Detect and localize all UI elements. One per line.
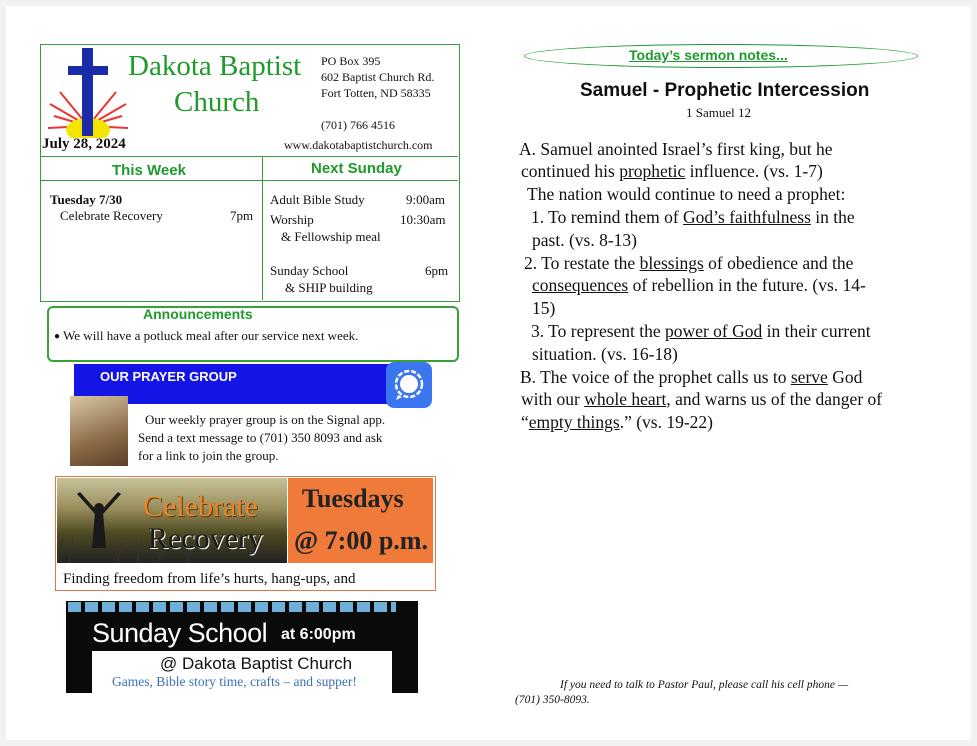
sermon-point-b-cont: with our whole heart, and warns us of the danger of [521, 389, 883, 409]
website-link[interactable]: www.dakotabaptistchurch.com [284, 138, 433, 152]
announcements-heading: Announcements [143, 306, 253, 322]
next-sunday-event: Worship [270, 212, 314, 227]
next-sunday-heading: Next Sunday [311, 160, 402, 177]
meeting-day: Tuesdays [302, 484, 404, 513]
sermon-notes-label: Today’s sermon notes... [629, 47, 788, 63]
sermon-point-a-cont: continued his prophetic influence. (vs. 1-7) [521, 161, 823, 181]
praying-hands-image [70, 396, 128, 466]
sermon-subpoint-intro: The nation would continue to need a prophet: [527, 184, 846, 204]
sermon-point-a: A. Samuel anointed Israel’s first king, but he [519, 139, 833, 159]
sermon-point-b: B. The voice of the prophet calls us to serve God [520, 367, 863, 387]
next-sunday-time: 10:30am [400, 212, 446, 227]
phone-number: (701) 766 4516 [321, 118, 395, 132]
divider [40, 180, 458, 181]
pastor-contact-line2: (701) 350-8093. [515, 694, 590, 706]
prayer-group-line1: Our weekly prayer group is on the Signal app. [145, 412, 386, 427]
announcement-item: ● We will have a potluck meal after our service next week. [54, 328, 359, 343]
sermon-subpoint-3-cont: situation. (vs. 16-18) [532, 344, 678, 364]
sermon-subpoint-2-cont: consequences of rebellion in the future. (vs. 14- [532, 275, 866, 295]
sermon-title: Samuel - Prophetic Intercession [580, 80, 870, 101]
pastor-contact-line1: If you need to talk to Pastor Paul, please call his cell phone — [560, 679, 849, 691]
sermon-point-b-cont2: “empty things.” (vs. 19-22) [521, 412, 713, 432]
bulletin-date: July 28, 2024 [42, 136, 126, 152]
next-sunday-time: 6pm [425, 263, 449, 278]
meeting-time: @ 7:00 p.m. [294, 526, 428, 555]
prayer-group-line2: Send a text message to (701) 350 8093 and ask [138, 430, 383, 445]
church-name-line2: Church [174, 86, 260, 118]
sunday-school-title: Sunday School [92, 618, 268, 648]
sunday-school-location: @ Dakota Baptist Church [160, 654, 353, 673]
next-sunday-event: Adult Bible Study [270, 192, 365, 207]
prayer-group-line3: for a link to join the group. [138, 448, 279, 463]
this-week-time: 7pm [230, 208, 254, 223]
church-name-line1: Dakota Baptist [128, 50, 302, 82]
sermon-reference: 1 Samuel 12 [686, 105, 751, 120]
decorative-border [68, 602, 396, 612]
sermon-subpoint-2: 2. To restate the blessings of obedience and the [524, 253, 854, 273]
address-line2: 602 Baptist Church Rd. [321, 70, 435, 84]
prayer-group-title: OUR PRAYER GROUP [100, 369, 237, 384]
recovery-word: Recovery [148, 522, 263, 555]
address-line3: Fort Totten, ND 58335 [321, 86, 431, 100]
cross-icon [46, 46, 130, 138]
signal-chat-icon [386, 362, 432, 408]
celebrate-recovery-caption: Finding freedom from life’s hurts, hang-ups, and [63, 571, 356, 587]
next-sunday-event: & SHIP building [285, 280, 373, 295]
this-week-heading: This Week [112, 162, 186, 179]
column-divider [262, 156, 263, 300]
sermon-subpoint-3: 3. To represent the power of God in their current [531, 321, 871, 341]
sermon-subpoint-1-cont: past. (vs. 8-13) [532, 230, 637, 250]
next-sunday-time: 9:00am [406, 192, 445, 207]
celebrate-word: Celebrate [143, 490, 258, 523]
sermon-subpoint-2-cont2: 15) [532, 298, 556, 318]
sunday-school-tagline: Games, Bible story time, crafts – and supper! [112, 674, 357, 689]
sermon-subpoint-1: 1. To remind them of God’s faithfulness in the [531, 207, 855, 227]
this-week-event: Celebrate Recovery [60, 208, 163, 223]
next-sunday-event: Sunday School [270, 263, 349, 278]
sunday-school-time: at 6:00pm [281, 626, 356, 643]
this-week-day: Tuesday 7/30 [50, 192, 123, 207]
divider [40, 156, 458, 157]
address-line1: PO Box 395 [321, 54, 381, 68]
announcement-text: We will have a potluck meal after our service next week. [63, 328, 359, 343]
next-sunday-event: & Fellowship meal [281, 229, 381, 244]
